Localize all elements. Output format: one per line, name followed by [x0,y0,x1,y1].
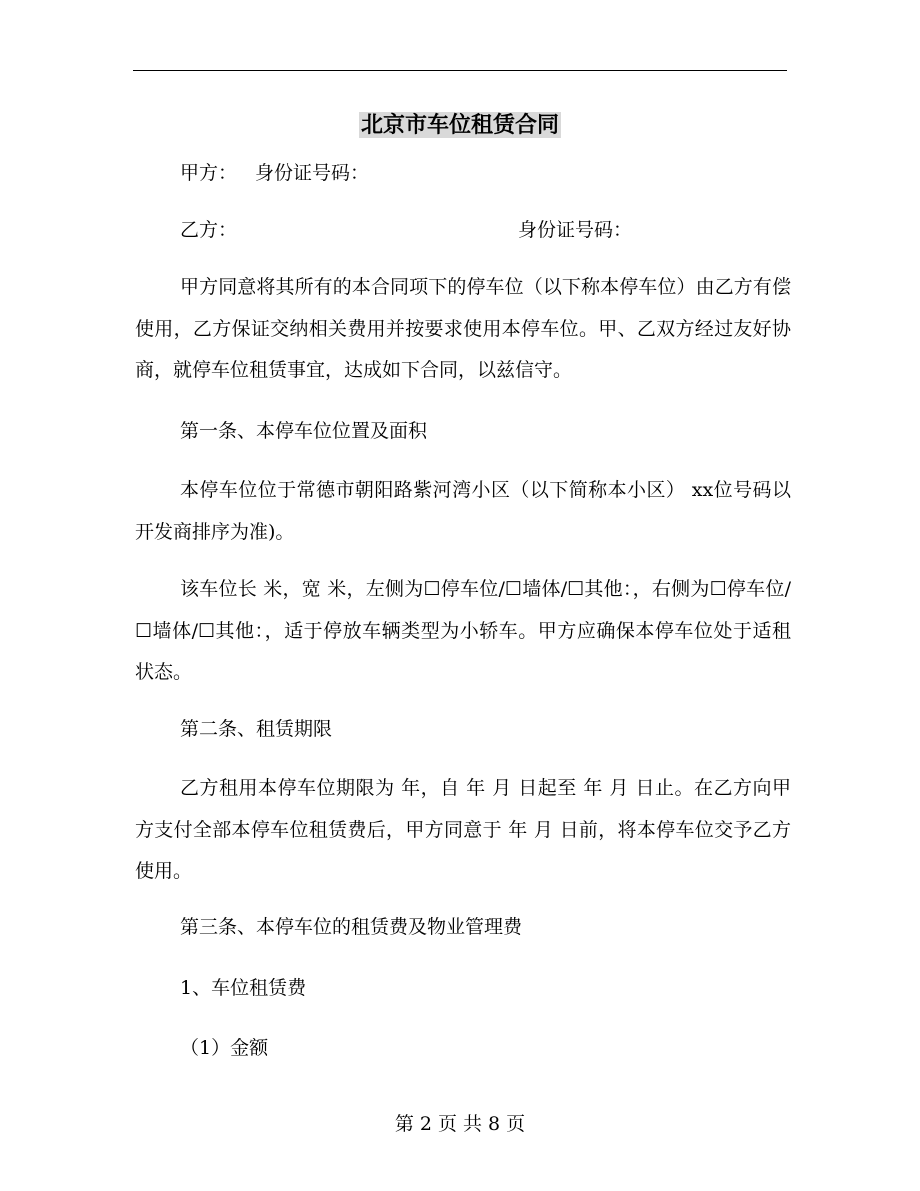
page-number-footer: 第 2 页 共 8 页 [394,1113,526,1135]
header-rule [133,70,787,71]
article-1-location-paragraph: 本停车位位于常德市朝阳路紫河湾小区（以下简称本小区） xx位号码以开发商排序为准)。 [135,479,791,543]
document-title [0,108,920,142]
party-b-id-label: 身份证号码： [518,219,633,241]
item-1-sub-heading: （1）金额 [180,1037,269,1059]
article-2-term-paragraph: 乙方租用本停车位期限为 年，自 年 月 日起至 年 月 日止。在乙方向甲方支付全部本停车位租赁费后，甲方同意于 年 月 日前，将本停车位交予乙方使用。 [135,777,791,882]
document-title-text: 北京市车位租赁合同 [360,112,559,138]
article-2-heading: 第二条、租赁期限 [180,718,333,740]
intro-paragraph: 甲方同意将其所有的本合同项下的停车位（以下称本停车位）由乙方有偿使用，乙方保证交纳相关费用并按要求使用本停车位。甲、乙双方经过友好协商，就停车位租赁事宜，达成如下合同，以兹信守。 [135,276,791,381]
article-1-heading: 第一条、本停车位位置及面积 [180,420,428,442]
article-3-heading: 第三条、本停车位的租赁费及物业管理费 [180,916,523,938]
item-1-heading: 1、车位租赁费 [180,977,307,999]
party-a-id-label: 身份证号码： [255,162,370,184]
party-a-label: 甲方： [180,162,238,184]
party-b-label: 乙方： [180,219,238,241]
article-1-size-paragraph: 该车位长 米，宽 米，左侧为☐停车位/☐墙体/☐其他：，右侧为☐停车位/☐墙体/☐其他：，适于停放车辆类型为小轿车。甲方应确保本停车位处于适租状态。 [135,578,791,683]
